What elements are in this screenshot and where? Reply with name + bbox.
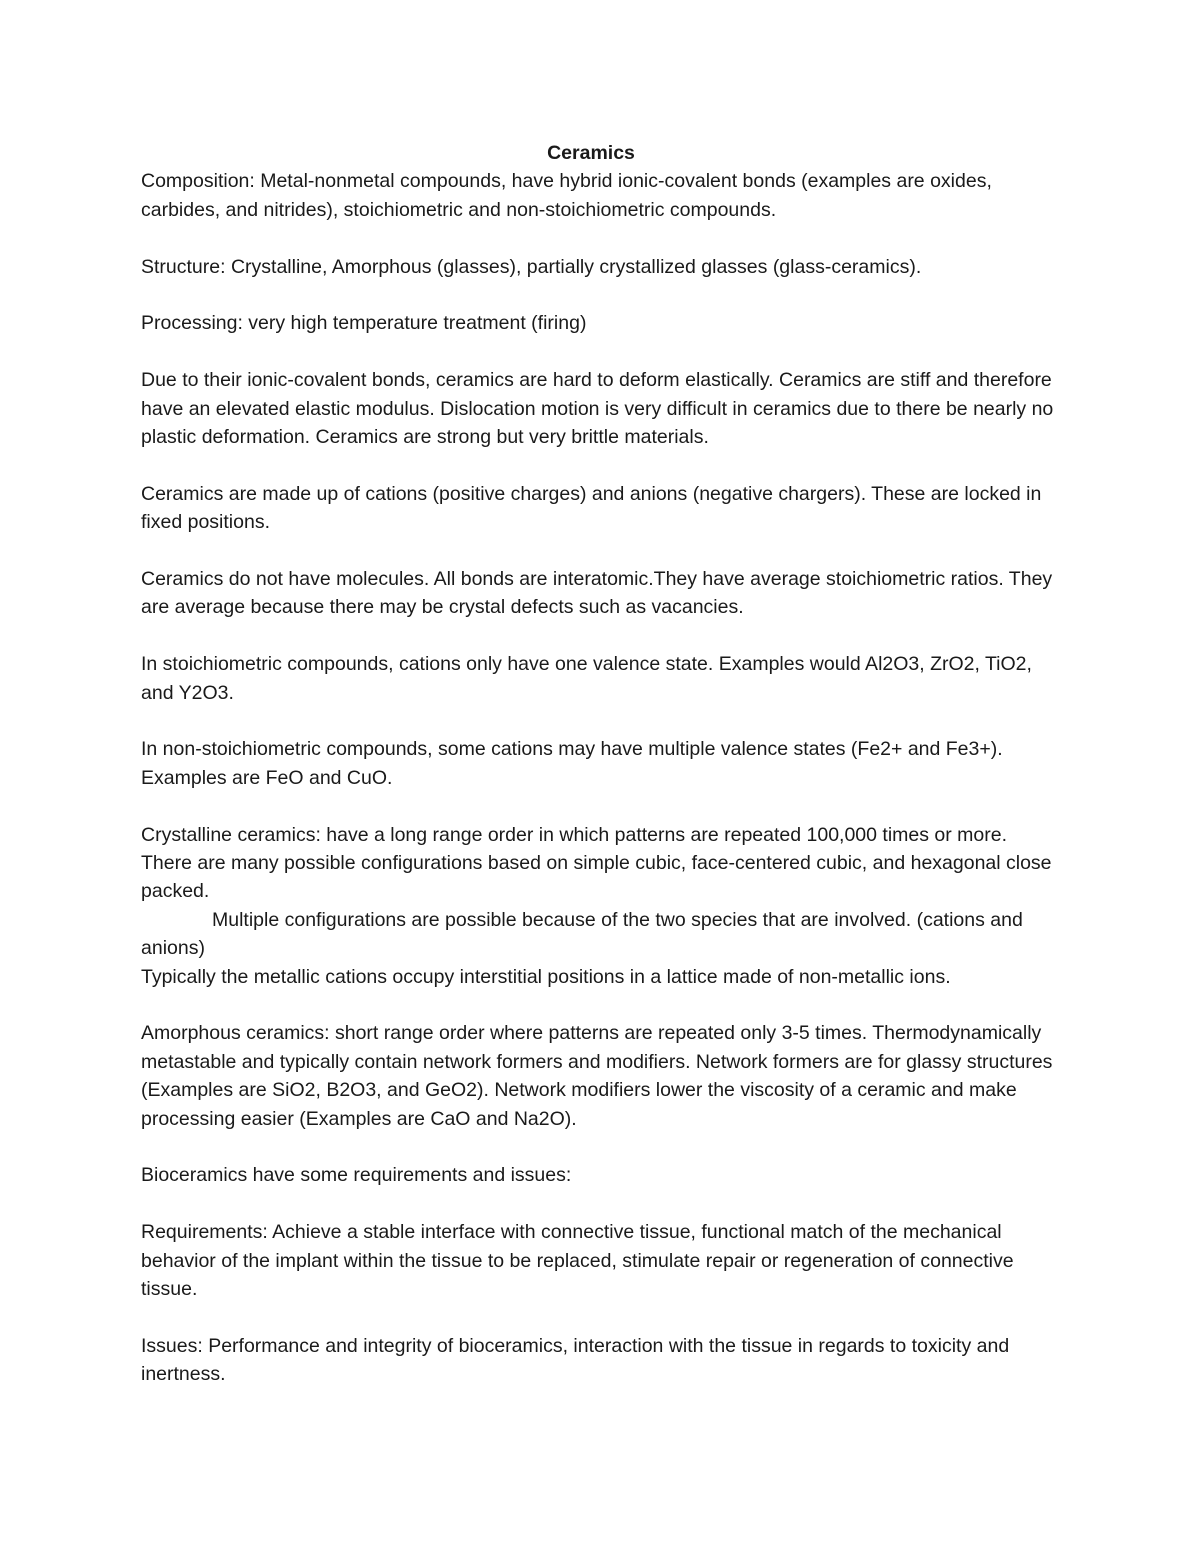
molecules-paragraph: Ceramics do not have molecules. All bonds are interatomic.They have average stoichiometric ratios. They are average because there may be crystal defects such as vacancies. (141, 568, 1053, 619)
processing-paragraph: Processing: very high temperature treatment (firing) (141, 312, 587, 335)
structure-paragraph: Structure: Crystalline, Amorphous (glasses), partially crystallized glasses (glass-ceramics). (141, 255, 922, 278)
document-title: Ceramics (547, 142, 635, 164)
amorphous-paragraph: Amorphous ceramics: short range order where patterns are repeated only 3-5 times. Thermodynamically metastable and typically contain network formers and modifiers. Network formers are for glassy structures (Examples are SiO2, B2O3, and GeO2). Network modifiers lower the viscosity of a ceramic and make processing easier (Examples are CaO and Na2O). (141, 1022, 1053, 1130)
requirements-paragraph: Requirements: Achieve a stable interface with connective tissue, functional match of the mechanical behavior of the implant within the tissue to be replaced, stimulate repair or regeneration of connective tissue. (141, 1221, 1014, 1301)
bonds-paragraph: Due to their ionic-covalent bonds, ceramics are hard to deform elastically. Ceramics are stiff and therefore have an elevated elastic modulus. Dislocation motion is very difficult in ceramics due to there be nearly no plastic deformation. Ceramics are strong but very brittle materials. (141, 369, 1054, 449)
document-page (141, 139, 1061, 1389)
ions-paragraph: Ceramics are made up of cations (positive charges) and anions (negative chargers). These are locked in fixed positions. (141, 482, 1042, 534)
bioceramics-paragraph: Bioceramics have some requirements and issues: (141, 1164, 572, 1187)
stoichiometric-paragraph: In stoichiometric compounds, cations only have one valence state. Examples would Al2O3, ZrO2, TiO2, and Y2O3. (141, 653, 1032, 704)
crystalline-paragraph: Crystalline ceramics: have a long range order in which patterns are repeated 100,000 times or more. There are many possible configurations based on simple cubic, face-centered cubic, and hexagonal close packed. (141, 823, 1052, 903)
composition-paragraph: Composition: Metal-nonmetal compounds, have hybrid ionic-covalent bonds (examples are oxides, carbides, and nitrides), stoichiometric and non-stoichiometric compounds. (141, 170, 992, 221)
non-stoichiometric-paragraph: In non-stoichiometric compounds, some cations may have multiple valence states (Fe2+ and Fe3+). Examples are FeO and CuO. (141, 738, 1003, 789)
configurations-paragraph: Multiple configurations are possible because of the two species that are involved. (cations and anions) (141, 908, 1023, 960)
interstitial-paragraph: Typically the metallic cations occupy interstitial positions in a lattice made of non-metallic ions. (141, 965, 951, 988)
issues-paragraph: Issues: Performance and integrity of bioceramics, interaction with the tissue in regards to toxicity and inertness. (141, 1334, 1010, 1386)
